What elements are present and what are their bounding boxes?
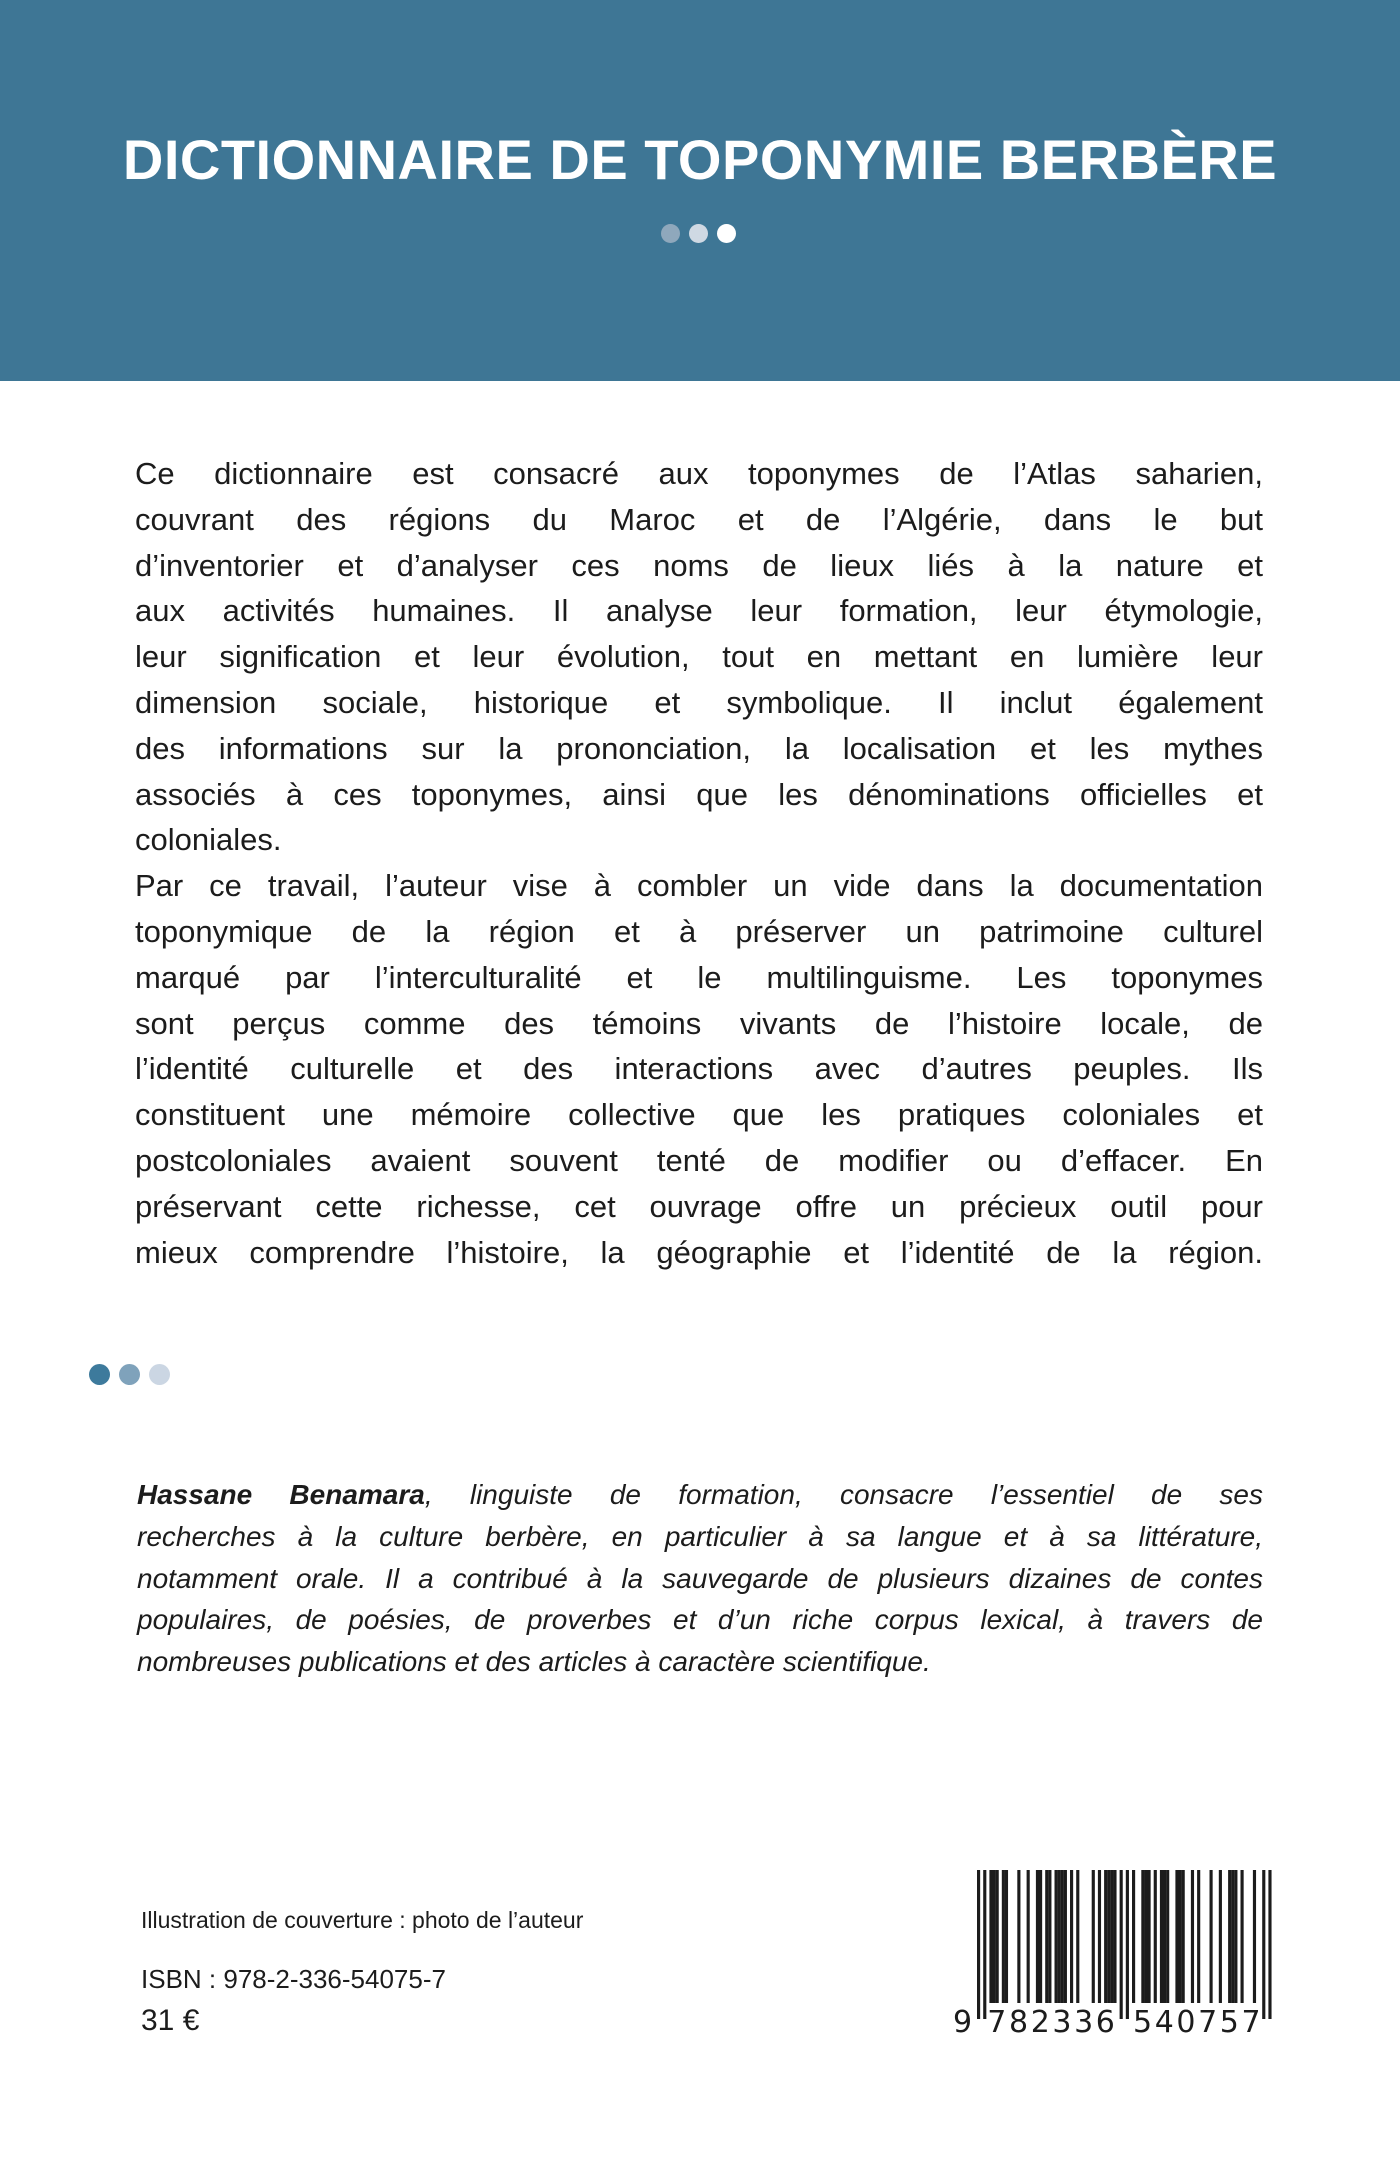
description-line: associés à ces toponymes, ainsi que les dénominations officielles et bbox=[135, 776, 1263, 812]
description-line: couvrant des régions du Maroc et de l’Algérie, dans le but bbox=[135, 501, 1263, 537]
svg-text:7: 7 bbox=[1241, 2005, 1261, 2040]
description-line: coloniales. bbox=[135, 822, 282, 858]
svg-text:5: 5 bbox=[1219, 2005, 1239, 2040]
book-title: DICTIONNAIRE DE TOPONYMIE BERBÈRE bbox=[122, 128, 1278, 191]
description-line: leur signification et leur évolution, tout en mettant en lumière leur bbox=[135, 639, 1263, 675]
separator-dots-ornament bbox=[89, 1364, 170, 1385]
cover-header-band bbox=[0, 0, 1400, 381]
svg-text:7: 7 bbox=[1198, 2005, 1218, 2040]
dot-icon bbox=[119, 1364, 140, 1385]
svg-text:5: 5 bbox=[1133, 2005, 1153, 2040]
description-line: marqué par l’interculturalité et le multilinguisme. Les toponymes bbox=[135, 959, 1263, 995]
description-line: dimension sociale, historique et symbolique. Il inclut également bbox=[135, 684, 1263, 720]
description-line: toponymique de la région et à préserver un patrimoine culturel bbox=[135, 913, 1263, 949]
svg-text:4: 4 bbox=[1154, 2005, 1174, 2040]
svg-text:6: 6 bbox=[1095, 2005, 1115, 2040]
cover-illustration-credit: Illustration de couverture : photo de l’auteur bbox=[141, 1907, 584, 1933]
bio-line: recherches à la culture berbère, en particulier à sa langue et à sa littérature, bbox=[137, 1520, 1263, 1552]
svg-text:2: 2 bbox=[1030, 2005, 1050, 2040]
dot-icon bbox=[717, 224, 736, 243]
description-line: mieux comprendre l’histoire, la géographie et l’identité de la région. bbox=[135, 1234, 1263, 1270]
svg-text:3: 3 bbox=[1052, 2005, 1072, 2040]
svg-text:9: 9 bbox=[953, 2005, 973, 2040]
author-name: Hassane Benamara bbox=[137, 1479, 425, 1510]
description-line: sont perçus comme des témoins vivants de l’histoire locale, de bbox=[135, 1005, 1263, 1041]
description-line: l’identité culturelle et des interactions avec d’autres peuples. Ils bbox=[135, 1051, 1263, 1087]
svg-text:3: 3 bbox=[1074, 2005, 1094, 2040]
ean13-barcode bbox=[950, 1866, 1280, 2041]
description-line: postcoloniales avaient souvent tenté de modifier ou d’effacer. En bbox=[135, 1142, 1263, 1178]
bio-line bbox=[137, 1474, 1263, 1516]
dot-icon bbox=[149, 1364, 170, 1385]
description-line: aux activités humaines. Il analyse leur formation, leur étymologie, bbox=[135, 593, 1263, 629]
header-dots-ornament bbox=[661, 224, 736, 243]
description-line: d’inventorier et d’analyser ces noms de lieux liés à la nature et bbox=[135, 547, 1263, 583]
description-line: constituent une mémoire collective que les pratiques coloniales et bbox=[135, 1097, 1263, 1133]
svg-text:0: 0 bbox=[1176, 2005, 1196, 2040]
bio-line: populaires, de poésies, de proverbes et d’un riche corpus lexical, à travers de bbox=[137, 1604, 1263, 1636]
isbn-number: ISBN : 978-2-336-54075-7 bbox=[141, 1964, 446, 1994]
author-bio bbox=[137, 1474, 1263, 1683]
book-description bbox=[135, 451, 1263, 1275]
description-line: des informations sur la prononciation, la localisation et les mythes bbox=[135, 730, 1263, 766]
svg-text:7: 7 bbox=[987, 2005, 1007, 2040]
dot-icon bbox=[89, 1364, 110, 1385]
description-line: préservant cette richesse, cet ouvrage offre un précieux outil pour bbox=[135, 1188, 1263, 1224]
dot-icon bbox=[689, 224, 708, 243]
description-line: Par ce travail, l’auteur vise à combler un vide dans la documentation bbox=[135, 868, 1263, 904]
price: 31 € bbox=[141, 2004, 200, 2037]
bio-line: nombreuses publications et des articles à caractère scientifique. bbox=[137, 1646, 931, 1678]
bio-text: , linguiste de formation, consacre l’essentiel de ses bbox=[424, 1479, 1263, 1510]
dot-icon bbox=[661, 224, 680, 243]
bio-line: notamment orale. Il a contribué à la sauvegarde de plusieurs dizaines de contes bbox=[137, 1562, 1263, 1594]
description-line: Ce dictionnaire est consacré aux toponymes de l’Atlas saharien, bbox=[135, 456, 1263, 491]
svg-text:8: 8 bbox=[1009, 2005, 1029, 2040]
